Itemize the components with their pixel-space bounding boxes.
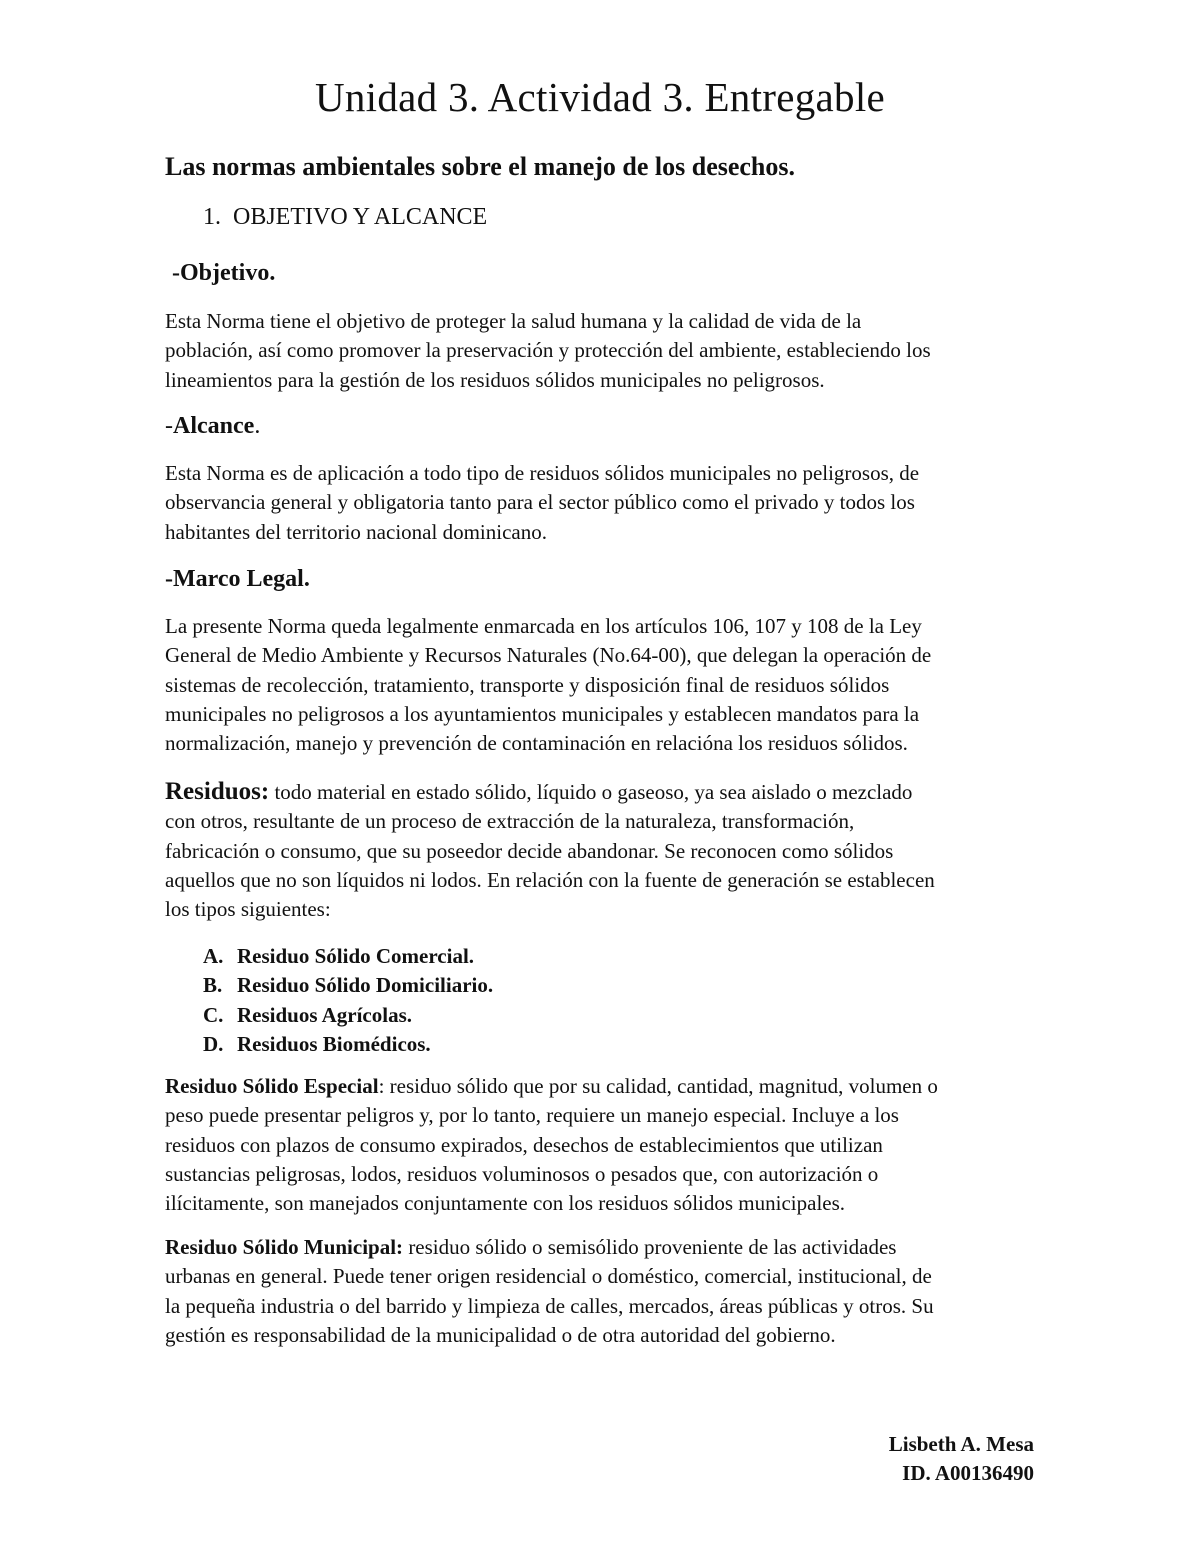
marco-legal-line: municipales no peligrosos a los ayuntamientos municipales y establecen mandatos para la xyxy=(165,701,920,726)
alcance-line: observancia general y obligatoria tanto para el sector público como el privado y todos los xyxy=(165,490,915,515)
alcance-line: Esta Norma es de aplicación a todo tipo de residuos sólidos municipales no peligrosos, de xyxy=(165,461,920,485)
especial-line: residuos con plazos de consumo expirados, desechos de establecimientos que utilizan xyxy=(165,1132,883,1157)
section-title: OBJETIVO Y ALCANCE xyxy=(233,204,488,230)
residuos-paragraph xyxy=(165,777,1045,924)
author-signature-block xyxy=(889,1430,1034,1488)
residuos-term: Residuos: xyxy=(165,778,270,805)
especial-line: ilícitamente, son manejados conjuntamente con los residuos sólidos municipales. xyxy=(165,1191,846,1216)
list-item-label: Residuo Sólido Domiciliario. xyxy=(237,973,494,998)
municipal-paragraph xyxy=(165,1233,1045,1350)
alcance-line: habitantes del territorio nacional dominicano. xyxy=(165,519,547,544)
list-marker: B. xyxy=(203,973,223,998)
objetivo-paragraph xyxy=(165,307,1045,395)
section-number: 1. xyxy=(203,204,221,230)
author-name: Lisbeth A. Mesa xyxy=(888,1432,1034,1456)
marco-legal-paragraph xyxy=(165,612,1045,758)
especial-definition-start: : residuo sólido que por su calidad, cantidad, magnitud, volumen o xyxy=(378,1074,938,1098)
especial-line: peso puede presentar peligros y, por lo tanto, requiere un manejo especial. Incluye a los xyxy=(165,1103,899,1128)
document-subtitle: Las normas ambientales sobre el manejo de los desechos. xyxy=(165,152,796,181)
especial-first-line xyxy=(165,1072,1045,1101)
list-item-label: Residuo Sólido Comercial. xyxy=(237,944,475,968)
list-marker: D. xyxy=(203,1031,224,1056)
marco-legal-heading: -Marco Legal. xyxy=(165,566,310,592)
marco-legal-line: sistemas de recolección, tratamiento, transporte y disposición final de residuos sólidos xyxy=(165,672,890,697)
objetivo-line: población, así como promover la preservación y protección del ambiente, estableciendo los xyxy=(165,338,931,363)
alcance-heading-suffix: . xyxy=(254,413,261,439)
alcance-heading-label: Alcance xyxy=(173,413,255,439)
residuos-line: aquellos que no son líquidos ni lodos. En relación con la fuente de generación se establecen xyxy=(165,867,935,892)
alcance-heading-prefix: - xyxy=(165,413,173,439)
residuos-line: fabricación o consumo, que su poseedor decide abandonar. Se reconocen como sólidos xyxy=(165,838,894,863)
municipal-term: Residuo Sólido Municipal: xyxy=(165,1235,404,1259)
list-marker: A. xyxy=(203,944,224,968)
objetivo-heading: -Objetivo. xyxy=(172,260,276,286)
alcance-paragraph xyxy=(165,459,1045,547)
marco-legal-line: normalización, manejo y prevención de contaminación en relacióna los residuos sólidos. xyxy=(165,731,908,756)
objetivo-line: Esta Norma tiene el objetivo de proteger la salud humana y la calidad de vida de la xyxy=(165,309,862,333)
residuos-line: los tipos siguientes: xyxy=(165,897,331,922)
municipal-line: gestión es responsabilidad de la municipalidad o de otra autoridad del gobierno. xyxy=(165,1322,836,1347)
especial-term: Residuo Sólido Especial xyxy=(165,1074,379,1098)
especial-line: sustancias peligrosas, lodos, residuos voluminosos o pesados que, con autorización o xyxy=(165,1161,879,1186)
municipal-line: la pequeña industria o del barrido y limpieza de calles, mercados, áreas públicas y otros. Su xyxy=(165,1293,934,1318)
municipal-line: urbanas en general. Puede tener origen residencial o doméstico, comercial, institucional, de xyxy=(165,1264,932,1289)
residuos-line: con otros, resultante de un proceso de extracción de la naturaleza, transformación, xyxy=(165,809,855,834)
municipal-definition-start: residuo sólido o semisólido proveniente de las actividades xyxy=(403,1235,897,1259)
objetivo-line: lineamientos para la gestión de los residuos sólidos municipales no peligrosos. xyxy=(165,367,825,392)
document-title: Unidad 3. Actividad 3. Entregable xyxy=(314,74,886,120)
list-marker: C. xyxy=(203,1002,224,1027)
residuos-first-line xyxy=(165,777,1045,807)
especial-paragraph xyxy=(165,1072,1045,1218)
marco-legal-line: General de Medio Ambiente y Recursos Naturales (No.64-00), que delegan la operación de xyxy=(165,643,932,668)
marco-legal-line: La presente Norma queda legalmente enmarcada en los artículos 106, 107 y 108 de la Ley xyxy=(165,614,922,638)
alcance-heading xyxy=(165,410,260,442)
author-id: ID. A00136490 xyxy=(902,1461,1034,1485)
residuos-definition-start: todo material en estado sólido, líquido o gaseoso, ya sea aislado o mezclado xyxy=(269,780,913,804)
municipal-first-line xyxy=(165,1233,1045,1262)
list-item-label: Residuos Biomédicos. xyxy=(237,1031,431,1056)
list-item-label: Residuos Agrícolas. xyxy=(237,1002,413,1027)
